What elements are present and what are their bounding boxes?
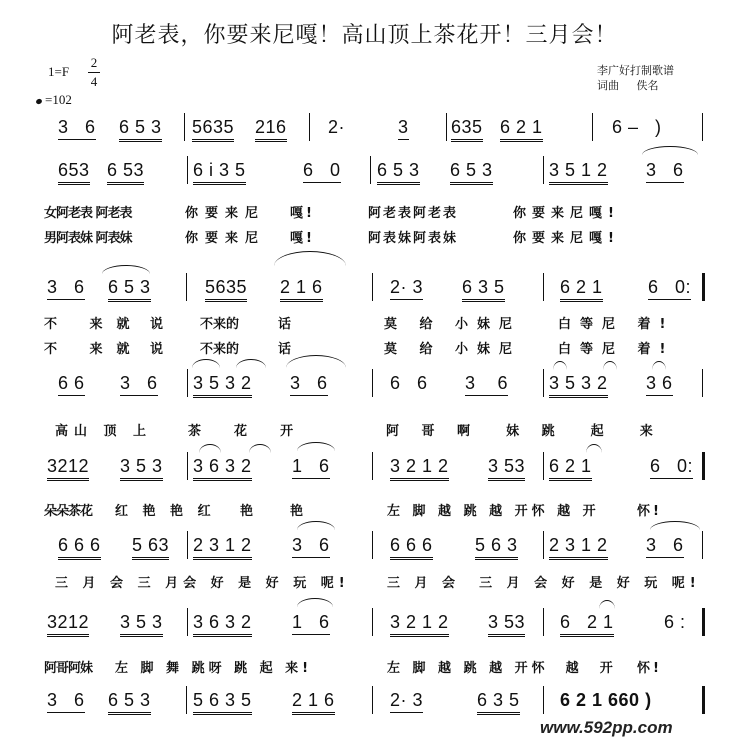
bar-line [372, 531, 373, 559]
note-group: 653 [58, 160, 90, 185]
note-group: 3 53 [488, 456, 525, 481]
note-group: 3 6 [58, 117, 96, 140]
note-group: 6 2 1 [500, 117, 543, 142]
note-group: 6 5 3 [450, 160, 493, 185]
staff-8 [0, 690, 729, 716]
note-group: 3 5 3 2 [193, 373, 252, 398]
slur [102, 265, 150, 274]
note-group: 3 6 [292, 535, 330, 558]
note-group: 6 0: [648, 277, 691, 300]
repeat-end-bar [702, 273, 705, 301]
time-signature-divider [88, 72, 100, 73]
slur [192, 359, 220, 368]
note-group: 3 6 [120, 373, 158, 396]
bar-line [543, 608, 544, 636]
bar-line [186, 686, 187, 714]
note-group: 3 5 1 2 [549, 160, 608, 185]
credits-composer: 词曲 佚名 [597, 79, 659, 92]
slur [297, 442, 335, 451]
slur [652, 361, 666, 370]
note-group: 1 6 [292, 456, 330, 479]
bar-line [543, 273, 544, 301]
note-group: 3 53 [488, 612, 525, 637]
note-group: 3 6 [47, 690, 85, 713]
bar-line [702, 531, 703, 559]
bar-line [702, 369, 703, 397]
bar-line [370, 156, 371, 184]
note-group: 3 6 [47, 277, 85, 300]
note-group: 1 6 [292, 612, 330, 635]
note-group: 3 5 3 [120, 612, 163, 637]
note-group: 3 5 3 [120, 456, 163, 481]
note-group: 2· 3 [390, 277, 423, 300]
note-group: 3212 [47, 456, 89, 481]
slur [236, 359, 266, 368]
repeat-end-bar [702, 608, 705, 636]
bar-line [187, 452, 188, 480]
lyrics-staff-4: 高山 顶 上 茶 花 开 阿 哥 啊 妹 跳 起 来 [55, 424, 662, 439]
note-group: 3 6 [290, 373, 328, 396]
note-group: 6 6 [58, 373, 85, 396]
note-group: 635 [451, 117, 483, 142]
slur [297, 521, 335, 530]
note-group: 2· 3 [390, 690, 423, 713]
slur [199, 444, 221, 453]
staff-1 [0, 117, 729, 143]
time-signature-bottom: 4 [90, 74, 98, 89]
lyrics-staff-3-verse-1: 不 来就 说 不来的 话 莫 给 小妹尼 白等尼 着! [44, 317, 675, 332]
note-group: 3 6 [646, 535, 684, 558]
bar-line [372, 369, 373, 397]
bar-line [543, 369, 544, 397]
tempo-value: =102 [45, 92, 72, 107]
bar-line [543, 531, 544, 559]
bar-line [543, 686, 544, 714]
note-group: 6 2 1 [560, 277, 603, 302]
bar-line [543, 156, 544, 184]
note-group: 6 53 [107, 160, 144, 185]
bar-line [309, 113, 310, 141]
note-group: 6 5 3 [377, 160, 420, 185]
slur [249, 444, 271, 453]
slur [274, 251, 346, 266]
slur [599, 600, 615, 609]
note-group: 2 1 6 [280, 277, 323, 302]
slur [586, 444, 602, 453]
credits-arranger: 李广好打制歌谱 [597, 64, 674, 77]
lyrics-staff-2-verse-2: 男阿表妹 阿表妹 你要来尼 嘎! 阿表妹阿表妹 你要来尼嘎! [44, 231, 620, 246]
tempo-marking [36, 92, 72, 108]
staff-2 [0, 160, 729, 186]
lyrics-staff-6: 三 月 会 三 月会 好 是 好 玩 呢! 三 月 会 三 月 会 好 是 好 玩 呢! [55, 576, 701, 591]
bar-line [187, 369, 188, 397]
bar-line [543, 452, 544, 480]
bar-line [187, 531, 188, 559]
slur [642, 146, 698, 155]
note-group: 6 5 3 [108, 690, 151, 715]
note-group: 6 – ) [612, 117, 662, 137]
note-group: 6 6 6 [390, 535, 433, 560]
bar-line [372, 686, 373, 714]
staff-4 [0, 373, 729, 399]
note-group: 5 63 [132, 535, 169, 560]
staff-5 [0, 456, 729, 482]
bar-line [372, 273, 373, 301]
slur [603, 361, 617, 370]
note-group: 3 6 [646, 160, 684, 183]
song-title: 阿老表，你要来尼嘎！高山顶上茶花开！三月会！ [111, 23, 618, 48]
note-group: 3 6 [646, 373, 673, 396]
bar-line [186, 273, 187, 301]
note-group: 3 6 3 2 [193, 612, 252, 637]
staff-3 [0, 277, 729, 303]
note-group: 6 2 1 [549, 456, 592, 481]
bar-line [592, 113, 593, 141]
staff-7 [0, 612, 729, 638]
time-signature-top: 2 [90, 55, 98, 70]
bar-line [372, 452, 373, 480]
note-group: 6 i 3 5 [193, 160, 246, 185]
bar-line [187, 156, 188, 184]
note-group: 2 3 1 2 [193, 535, 252, 560]
note-group: 3 2 1 2 [390, 612, 449, 637]
lyrics-staff-7: 阿哥阿妹 左 脚 舞 跳呀 跳 起 来! 左 脚 越 跳 越 开怀 越 开 怀! [44, 661, 662, 676]
note-group: 6 6 6 [58, 535, 101, 560]
note-group: 6 6 [390, 373, 428, 393]
note-group: 3 6 [465, 373, 508, 396]
bar-line [702, 113, 703, 141]
bar-line [372, 608, 373, 636]
lyrics-staff-3-verse-2: 不 来就 说 不来的 话 莫 给 小妹尼 白等尼 着! [44, 342, 675, 357]
note-group: 3 2 1 2 [390, 456, 449, 481]
bar-line [187, 608, 188, 636]
note-group: 6 0: [650, 456, 693, 479]
note-group: 3212 [47, 612, 89, 637]
slur [297, 598, 333, 607]
note-group: 5635 [205, 277, 247, 302]
note-group: 2 3 1 2 [549, 535, 608, 560]
note-group: 3 6 3 2 [193, 456, 252, 481]
note-group: 6 : [664, 612, 686, 632]
note-group: 5635 [192, 117, 234, 142]
note-group: 6 5 3 [119, 117, 162, 142]
site-watermark: www.592pp.com [540, 718, 673, 737]
repeat-end-bar [702, 452, 705, 480]
note-group: 5 6 3 5 [193, 690, 252, 715]
note-group: 6 2 1 660 ) [560, 690, 652, 710]
credits [597, 63, 674, 93]
note-group: 6 3 5 [462, 277, 505, 302]
note-group: 5 6 3 [475, 535, 518, 560]
lyrics-staff-2-verse-1: 女阿老表 阿老表 你要来尼 嘎! 阿老表阿老表 你要来尼嘎! [44, 206, 620, 221]
note-group: 6 3 5 [477, 690, 520, 715]
note-group: 3 [398, 117, 409, 140]
note-group: 6 2 1 [560, 612, 614, 637]
note-group: 216 [255, 117, 287, 142]
key-signature: 1=F [48, 64, 70, 79]
slur [553, 361, 567, 370]
quarter-note-icon [35, 97, 43, 104]
staff-6 [0, 535, 729, 561]
final-bar [702, 686, 705, 714]
slur [286, 355, 346, 368]
note-group: 6 0 [303, 160, 341, 183]
lyrics-staff-5: 朵朵茶花 红 艳 艳 红 艳 艳 左 脚 越 跳 越 开怀 越 开 怀! [44, 504, 662, 519]
slur [650, 521, 700, 530]
bar-line [446, 113, 447, 141]
bar-line [184, 113, 185, 141]
note-group: 3 5 3 2 [549, 373, 608, 398]
note-group: 2 1 6 [292, 690, 335, 715]
time-signature [88, 55, 100, 90]
note-group: 6 5 3 [108, 277, 151, 302]
note-group: 2· [328, 117, 346, 137]
